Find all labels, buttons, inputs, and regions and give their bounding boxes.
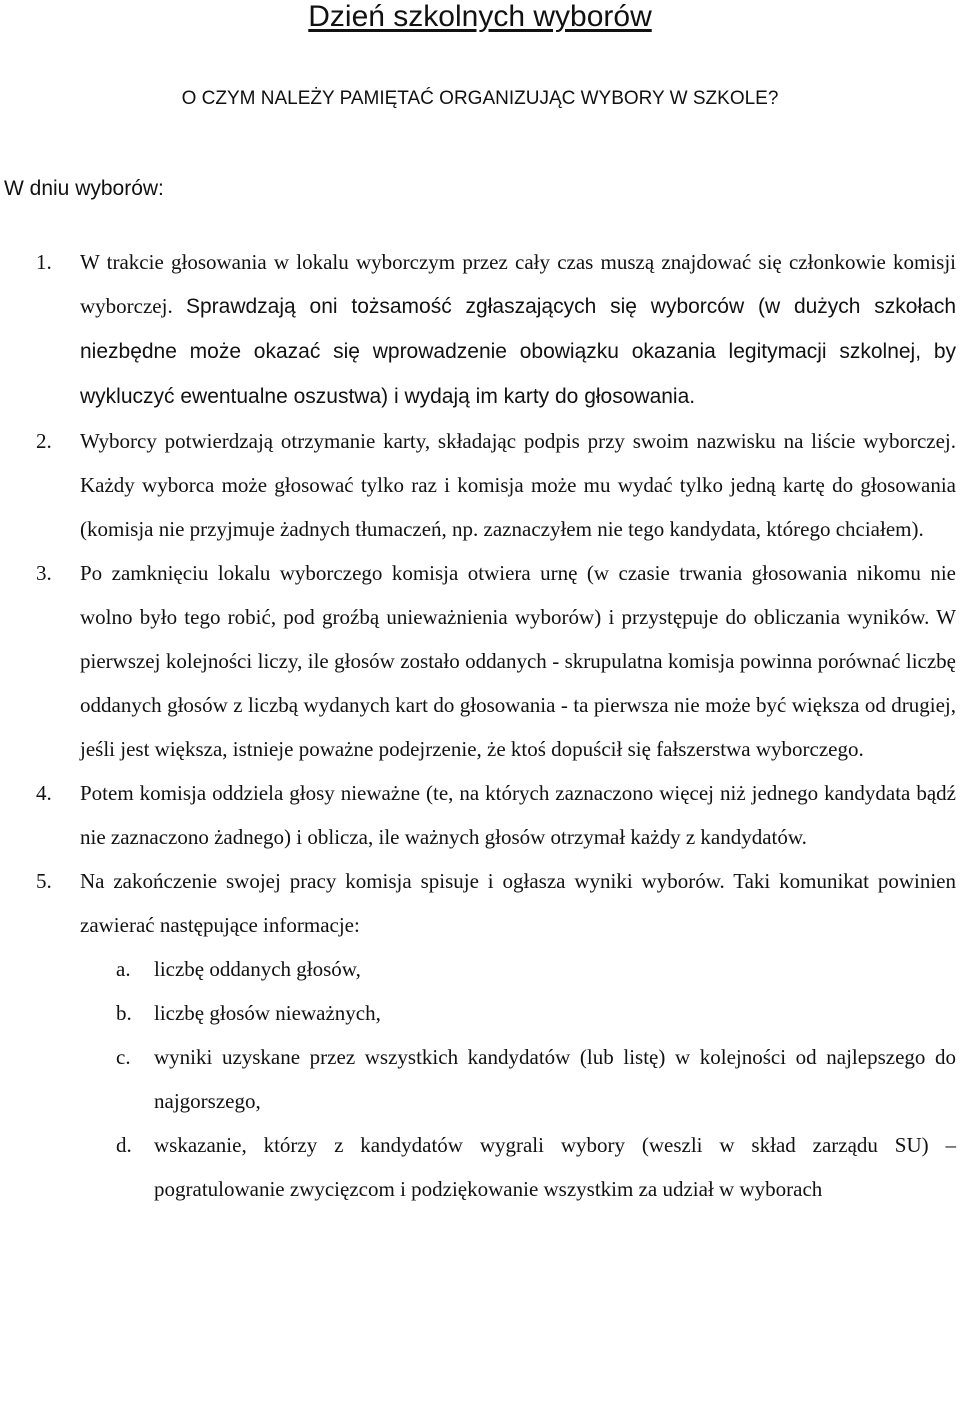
sublist-item <box>80 991 956 1035</box>
item-text-part: Sprawdzają oni tożsamość zgłaszających się wyborców (w dużych szkołach niezbędne może okazać się wprowadzenie obowiązku okazania legitymacji szkolnej, by wykluczyć ewentualne oszustwa) i wydają im karty do głosowania. <box>80 295 957 408</box>
item-number: 3. <box>36 561 52 585</box>
sublist-letter: b. <box>116 1001 132 1025</box>
list-item <box>0 240 956 419</box>
item-text: Wyborcy potwierdzają otrzymanie karty, składając podpis przy swoim nazwisku na liście wyborczej. Każdy wyborca może głosować tylko raz i komisja może mu wydać tylko jedną kartę do głosowania (komisja nie przyjmuje żadnych tłumaczeń, np. zaznaczyłem nie tego kandydata, którego chciałem). <box>80 429 956 541</box>
numbered-list <box>0 240 956 1211</box>
sublist-item <box>80 1035 956 1123</box>
lettered-sublist <box>80 947 956 1211</box>
sublist-text: wyniki uzyskane przez wszystkich kandydatów (lub listę) w kolejności od najlepszego do najgorszego, <box>154 1045 956 1113</box>
item-number: 4. <box>36 781 52 805</box>
list-item <box>0 859 956 1211</box>
sublist-item <box>80 1123 956 1211</box>
item-text: Na zakończenie swojej pracy komisja spisuje i ogłasza wyniki wyborów. Taki komunikat powinien zawierać następujące informacje: <box>80 869 956 937</box>
document-subtitle: O CZYM NALEŻY PAMIĘTAĆ ORGANIZUJĄC WYBORY W SZKOLE? <box>181 88 779 109</box>
sublist-letter: c. <box>116 1045 131 1069</box>
item-text-part: W trakcie głosowania w lokalu wyborczym przez cały czas muszą znajdować się członkowie komisji wyborczej. <box>80 250 956 318</box>
item-text: Po zamknięciu lokalu wyborczego komisja otwiera urnę (w czasie trwania głosowania nikomu nie wolno było tego robić, pod groźbą unieważnienia wyborów) i przystępuje do obliczania wyników. W pierwszej kolejności liczy, ile głosów zostało oddanych - skrupulatna komisja powinna porównać liczbę oddanych głosów z liczbą wydanych kart do głosowania - ta pierwsza nie może być większa od drugiej, jeśli jest większa, istnieje poważne podejrzenie, że ktoś dopuścił się fałszerstwa wyborczego. <box>80 561 956 761</box>
sublist-letter: a. <box>116 957 131 981</box>
item-number: 1. <box>36 250 52 274</box>
sublist-letter: d. <box>116 1133 132 1157</box>
item-number: 2. <box>36 429 52 453</box>
item-text: Potem komisja oddziela głosy nieważne (te, na których zaznaczono więcej niż jednego kandydata bądź nie zaznaczono żadnego) i oblicza, ile ważnych głosów otrzymał każdy z kandydatów. <box>80 781 956 849</box>
sublist-text: wskazanie, którzy z kandydatów wygrali wybory (weszli w skład zarządu SU) – pogratulowanie zwycięzcom i podziękowanie wszystkim za udział w wyborach <box>154 1133 956 1201</box>
list-item <box>0 551 956 771</box>
intro-text: W dniu wyborów: <box>4 177 164 200</box>
list-item <box>0 419 956 551</box>
item-number: 5. <box>36 869 52 893</box>
document-title: Dzień szkolnych wyborów <box>308 0 652 33</box>
sublist-text: liczbę głosów nieważnych, <box>154 1001 381 1025</box>
sublist-text: liczbę oddanych głosów, <box>154 957 361 981</box>
list-item <box>0 771 956 859</box>
item-text <box>80 240 956 419</box>
sublist-item <box>80 947 956 991</box>
